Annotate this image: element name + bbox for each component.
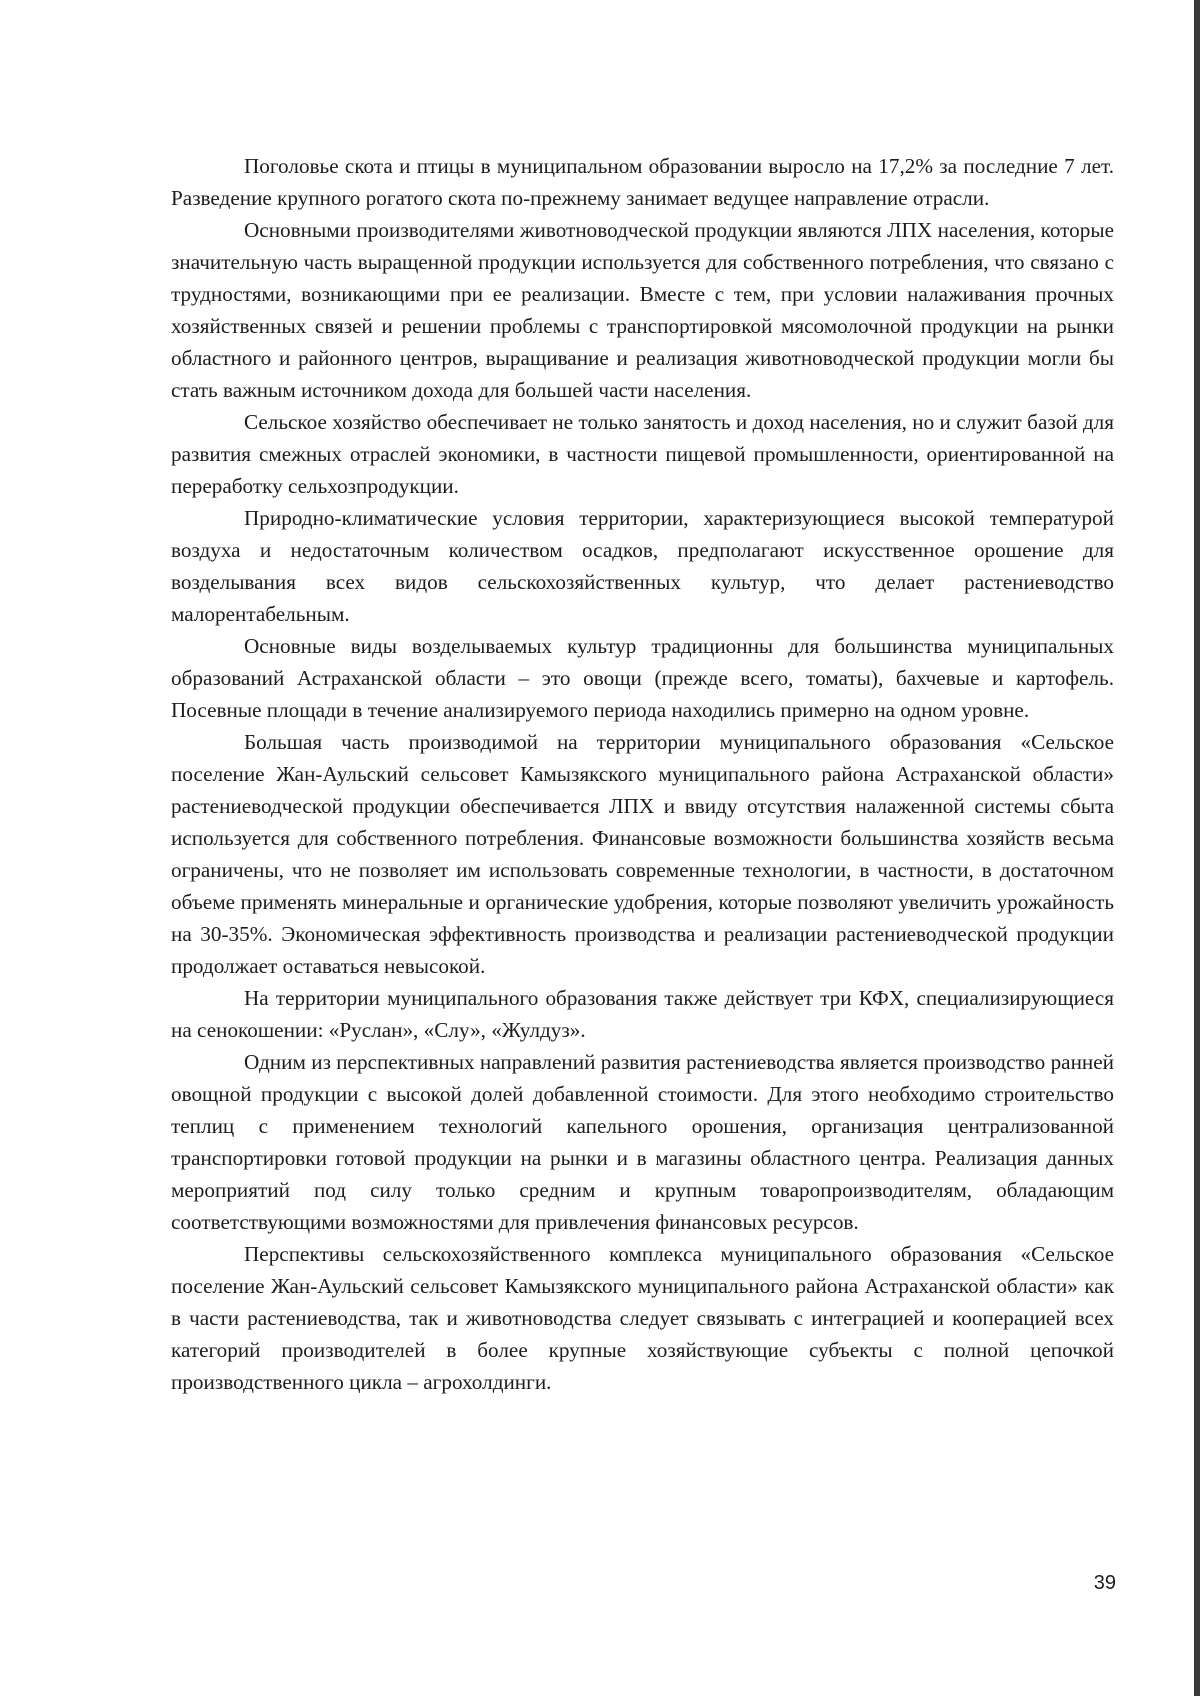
- paragraph-livestock-producers: Основными производителями животноводческой продукции являются ЛПХ населения, которые значительную часть выращенной продукции используется для собственного потребления, что связано с трудностями, возникающими при ее реализации. Вместе с тем, при условии налаживания прочных хозяйственных связей и решении проблемы с транспортировкой мясомолочной продукции на рынки областного и районного центров, выращивание и реализация животноводческой продукции могли бы стать важным источником дохода для большей части населения.: [171, 218, 1114, 402]
- document-body: [171, 150, 1114, 1398]
- paragraph-crop-production: Большая часть производимой на территории муниципального образования «Сельское поселение Жан-Аульский сельсовет Камызякского муниципального района Астраханской области» растениеводческой продукции обеспечивается ЛПХ и ввиду отсутствия налаженной системы сбыта используется для собственного потребления. Финансовые возможности большинства хозяйств весьма ограничены, что не позволяет им использовать современные технологии, в частности, в достаточном объеме применять минеральные и органические удобрения, которые позволяют увеличить урожайность на 30-35%. Экономическая эффективность производства и реализации растениеводческой продукции продолжает оставаться невысокой.: [171, 730, 1114, 978]
- paragraph-agro-holdings: Перспективы сельскохозяйственного комплекса муниципального образования «Сельское поселение Жан-Аульский сельсовет Камызякского муниципального района Астраханской области» как в части растениеводства, так и животноводства следует связывать с интеграцией и кооперацией всех категорий производителей в более крупные хозяйствующие субъекты с полной цепочкой производственного цикла – агрохолдинги.: [171, 1242, 1114, 1394]
- paragraph-agriculture-role: Сельское хозяйство обеспечивает не только занятость и доход населения, но и служит базой для развития смежных отраслей экономики, в частности пищевой промышленности, ориентированной на переработку сельхозпродукции.: [171, 410, 1114, 498]
- paragraph-livestock-growth: Поголовье скота и птицы в муниципальном образовании выросло на 17,2% за последние 7 лет. Разведение крупного рогатого скота по-прежнему занимает ведущее направление отрасли.: [171, 154, 1114, 210]
- page-number: 39: [1093, 1572, 1116, 1594]
- paragraph-greenhouse-prospects: Одним из перспективных направлений развития растениеводства является производство ранней овощной продукции с высокой долей добавленной стоимости. Для этого необходимо строительство теплиц с применением технологий капельного орошения, организация централизованной транспортировки готовой продукции на рынки и в магазины областного центра. Реализация данных мероприятий под силу только средним и крупным товаропроизводителям, обладающим соответствующими возможностями для привлечения финансовых ресурсов.: [171, 1050, 1114, 1234]
- page-edge-border: [1194, 0, 1200, 1696]
- paragraph-farms: На территории муниципального образования также действует три КФХ, специализирующиеся на сенокошении: «Руслан», «Слу», «Жулдуз».: [171, 986, 1114, 1042]
- paragraph-climate-conditions: Природно-климатические условия территории, характеризующиеся высокой температурой воздуха и недостаточным количеством осадков, предполагают искусственное орошение для возделывания всех видов сельскохозяйственных культур, что делает растениеводство малорентабельным.: [171, 506, 1114, 626]
- paragraph-crop-types: Основные виды возделываемых культур традиционны для большинства муниципальных образований Астраханской области – это овощи (прежде всего, томаты), бахчевые и картофель. Посевные площади в течение анализируемого периода находились примерно на одном уровне.: [171, 634, 1114, 722]
